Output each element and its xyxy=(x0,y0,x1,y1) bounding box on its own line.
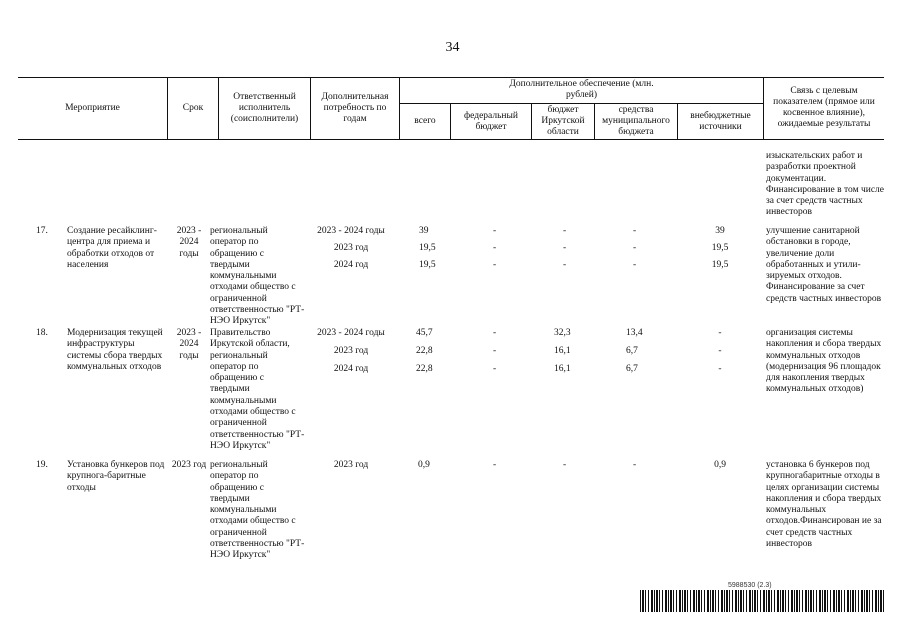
row-period: 2024 год xyxy=(333,260,369,270)
row-total: 0,9 xyxy=(418,460,430,470)
row-term: 2023 - 2024 годы xyxy=(176,328,202,361)
row-federal: - xyxy=(493,243,497,253)
header-federal: федеральный бюджет xyxy=(464,110,518,132)
row-result: установка 6 бункеров под крупногабаритные отходы в целях организации системы накопления и сбора твердых коммунальных отходов.Финансирован ие за счет средств частных инвесторов xyxy=(766,460,882,550)
header-total: всего xyxy=(414,116,436,126)
row-regional: 32,3 xyxy=(554,328,571,338)
row-extrabudget: - xyxy=(718,364,722,374)
row-extrabudget: 19,5 xyxy=(711,260,729,270)
row-federal: - xyxy=(493,260,497,270)
row-extrabudget: - xyxy=(718,346,722,356)
row-term: 2023 год xyxy=(171,460,207,470)
row-federal: - xyxy=(493,460,497,470)
row-extrabudget: - xyxy=(718,328,722,338)
row-total: 39 xyxy=(419,226,429,236)
header-need: Дополнительная потребность по годам xyxy=(321,91,389,124)
row-municipal: 6,7 xyxy=(626,346,638,356)
row-period: 2023 - 2024 годы xyxy=(317,328,385,338)
page-number: 34 xyxy=(445,40,460,55)
header-regional: бюджет Иркутской области xyxy=(541,105,585,137)
row-regional: - xyxy=(563,260,567,270)
row-number: 19. xyxy=(36,460,48,470)
row-period: 2023 год xyxy=(333,460,369,470)
row-period: 2024 год xyxy=(333,364,369,374)
row-federal: - xyxy=(493,328,497,338)
row-responsible: региональный оператор по обращению с твердыми коммунальными отходами общество с ограниченной ответственностью "РТ-НЭО Иркутск" xyxy=(210,460,305,561)
row-activity: Создание ресайклинг-центра для приема и обработки отходов от населения xyxy=(67,226,157,270)
row-total: 19,5 xyxy=(419,243,436,253)
row-regional: 16,1 xyxy=(554,346,571,356)
row-extrabudget: 19,5 xyxy=(711,243,729,253)
row-regional: - xyxy=(563,226,567,236)
row-activity: Установка бункеров под крупнога-баритные отходы xyxy=(67,460,165,493)
header-activity: Мероприятие xyxy=(65,102,120,113)
row-regional: - xyxy=(563,460,567,470)
row-term: 2023 - 2024 годы xyxy=(176,226,202,259)
header-funding: Дополнительное обеспечение (млн. рублей) xyxy=(509,79,654,100)
row-extrabudget: 0,9 xyxy=(714,460,726,470)
row-period: 2023 - 2024 годы xyxy=(317,226,385,236)
row-result: улучшение санитарной обстановки в городе, увеличение доли обработанных и утили-зируемых отходов. Финансирование за счет средств частных инвесторов xyxy=(766,226,882,304)
header-term: Срок xyxy=(182,102,204,113)
barcode-number: 5988530 (2.3) xyxy=(728,582,772,589)
row-regional: 16,1 xyxy=(554,364,571,374)
header-responsible: Ответственный исполнитель (соисполнители) xyxy=(230,91,299,124)
continuation-result: изыскательских работ и разработки проектной документации. Финансирование в том числе за счет средств частных инвесторов xyxy=(766,151,884,218)
row-municipal: - xyxy=(633,243,637,253)
row-period: 2023 год xyxy=(333,346,369,356)
row-municipal: 13,4 xyxy=(626,328,643,338)
row-result: организация системы накопления и сбора твердых коммунальных отходов (модернизация 96 площадок для накопления твердых коммунальных отходов) xyxy=(766,328,882,395)
row-federal: - xyxy=(493,226,497,236)
header-extrabudget: внебюджетные источники xyxy=(690,110,751,132)
row-municipal: 6,7 xyxy=(626,364,638,374)
row-number: 17. xyxy=(36,226,48,236)
row-municipal: - xyxy=(633,226,637,236)
row-federal: - xyxy=(493,346,497,356)
row-total: 22,8 xyxy=(416,364,433,374)
header-result: Связь с целевым показателем (прямое или косвенное влияние), ожидаемые результаты xyxy=(773,86,875,129)
barcode-icon xyxy=(640,590,884,612)
row-regional: - xyxy=(563,243,567,253)
row-activity: Модернизация текущей инфраструктуры системы сбора твердых коммунальных отходов xyxy=(67,328,163,372)
row-responsible: Правительство Иркутской области, региональный оператор по обращению с твердыми коммунальными отходами общество с ограниченной ответственностью "РТ-НЭО Иркутск" xyxy=(210,328,305,451)
table-header xyxy=(18,77,884,139)
row-period: 2023 год xyxy=(333,243,369,253)
header-municipal: средства муниципального бюджета xyxy=(602,105,670,137)
row-total: 19,5 xyxy=(419,260,436,270)
row-extrabudget: 39 xyxy=(715,226,725,236)
row-federal: - xyxy=(493,364,497,374)
row-total: 45,7 xyxy=(416,328,433,338)
row-municipal: - xyxy=(633,260,637,270)
row-number: 18. xyxy=(36,328,48,338)
row-responsible: региональный оператор по обращению с твердыми коммунальными отходами общество с ограниченной ответственностью "РТ-НЭО Иркутск" xyxy=(210,226,305,327)
row-total: 22,8 xyxy=(416,346,433,356)
row-municipal: - xyxy=(633,460,637,470)
